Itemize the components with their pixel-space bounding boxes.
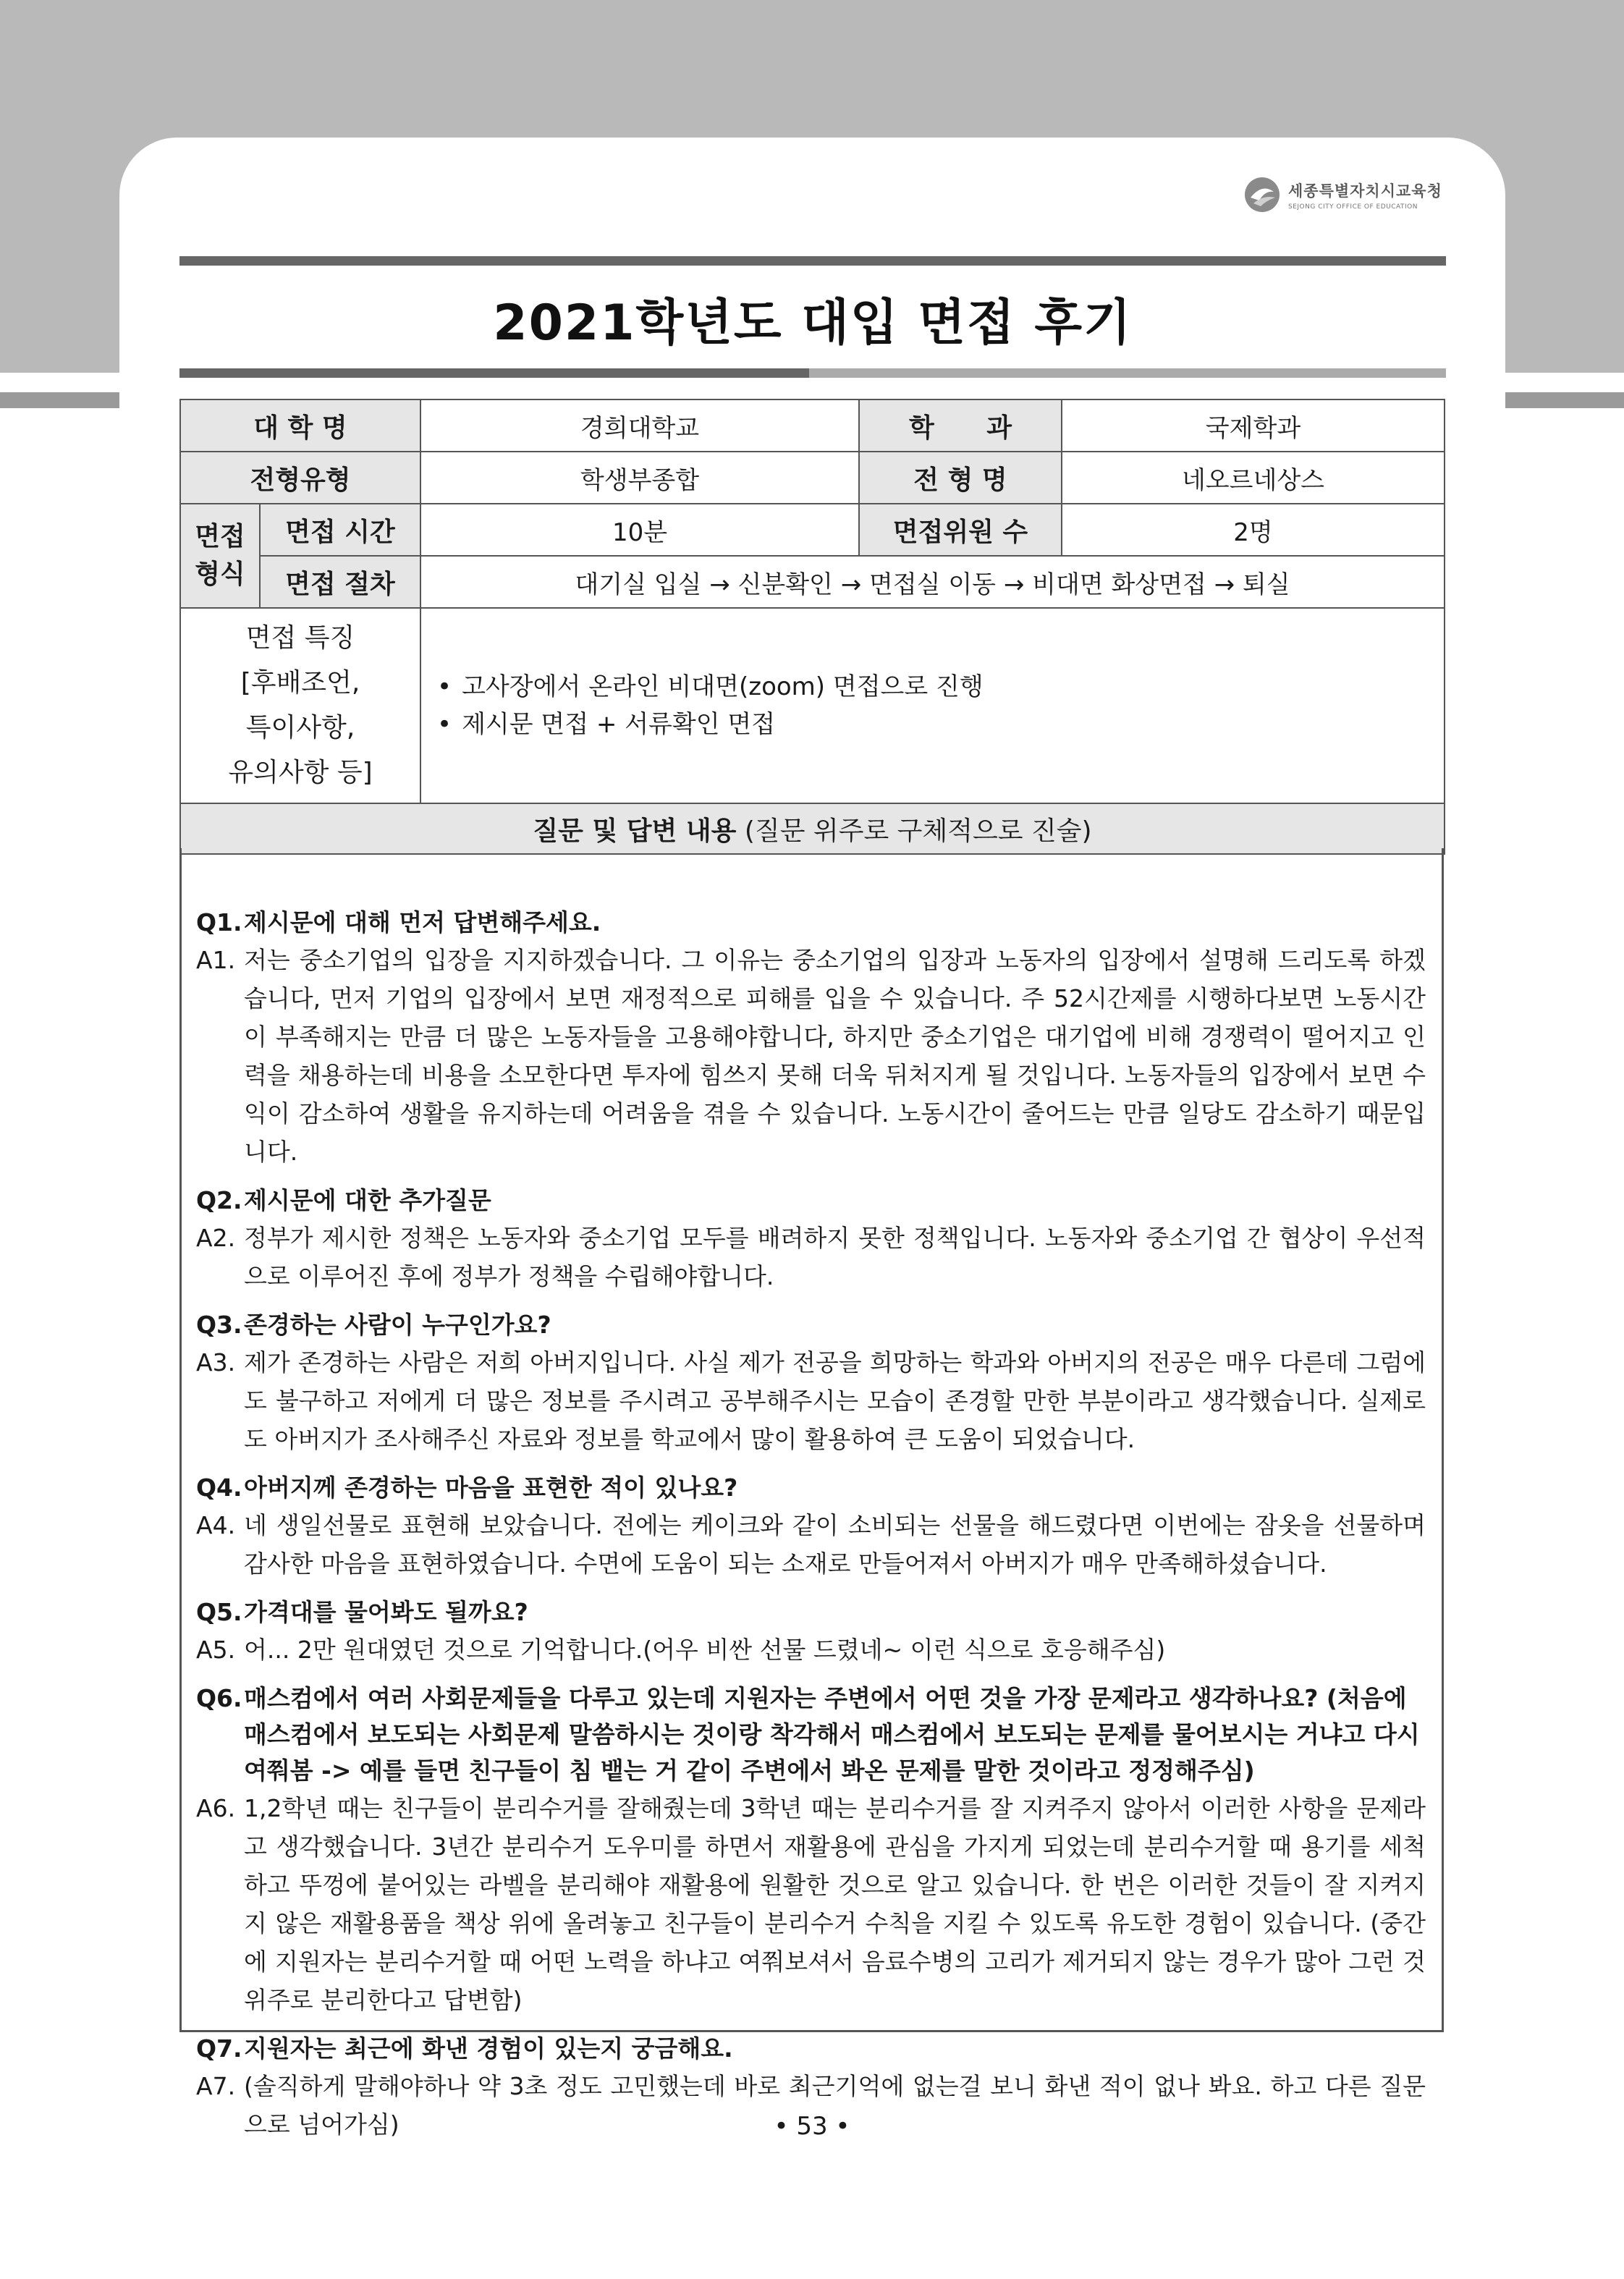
table-row — [180, 803, 1445, 854]
question — [196, 905, 1426, 941]
features-list — [437, 668, 1444, 743]
answer-text: 1,2학년 때는 친구들이 분리수거를 잘해줬는데 3학년 때는 분리수거를 잘 지켜주지 않아서 이러한 사항을 문제라고 생각했습니다. 3년간 분리수거 도우미를 하면서 재활용에 관심을 가지게 되었는데 분리수거할 때 용기를 세척하고 뚜껑에 붙어있는 라벨을 분리해야 재활용에 원활한 것으로 알고 있습니다. 한 번은 이러한 것들이 잘 지켜지지 않은 재활용품을 책상 위에 올려놓고 친구들이 분리수거 수칙을 지킬 수 있도록 유도한 경험이 있습니다. (중간에 지원자는 분리수거할 때 어떤 노력을 하냐고 여쭤보셔서 음료수병의 고리가 제거되지 않는 경우가 많아 그런 것 위주로 분리한다고 답변함) — [244, 1794, 1426, 2014]
answer — [196, 1506, 1426, 1583]
interview-time-value: 10분 — [420, 504, 859, 556]
admission-name-label: 전 형 명 — [859, 452, 1062, 504]
table-row — [180, 608, 1445, 803]
page-number: • 53 • — [774, 2112, 850, 2141]
answer-number: A7. — [196, 2072, 236, 2100]
question-text: 가격대를 물어봐도 될까요? — [244, 1598, 528, 1626]
question-text: 아버지께 존경하는 마음을 표현한 적이 있나요? — [244, 1473, 738, 1502]
answer-text: 네 생일선물로 표현해 보았습니다. 전에는 케이크와 같이 소비되는 선물을 해드렸다면 이번에는 잠옷을 선물하며 감사한 마음을 표현하였습니다. 수면에 도움이 되는 소재로 만들어져서 아버지가 매우 만족해하셨습니다. — [244, 1511, 1426, 1578]
question — [196, 2031, 1426, 2067]
question — [196, 1470, 1426, 1506]
logo-english-name: SEJONG CITY OFFICE OF EDUCATION — [1288, 203, 1418, 211]
features-label-line: [후배조언, — [240, 668, 360, 698]
question-text: 제시문에 대해 먼저 답변해주세요. — [244, 908, 601, 936]
title-rule-top — [179, 256, 1446, 266]
answer — [196, 1219, 1426, 1295]
decorative-stripe-right — [1505, 392, 1624, 408]
answer-text: 제가 존경하는 사람은 저희 아버지입니다. 사실 제가 전공을 희망하는 학과와 아버지의 전공은 매우 다른데 그럼에도 불구하고 저에게 더 많은 정보를 주시려고 공부해주시는 모습이 존경할 만한 부분이라고 생각했습니다. 실제로도 아버지가 조사해주신 자료와 정보를 학교에서 많이 활용하여 큰 도움이 되었습니다. — [244, 1348, 1426, 1453]
features-label-line: 특이사항, — [245, 713, 355, 743]
question-number: Q5. — [196, 1598, 242, 1626]
answer-number: A5. — [196, 1636, 236, 1664]
qa-item — [196, 1680, 1426, 2019]
university-value: 경희대학교 — [420, 399, 859, 452]
interviewer-count-label: 면접위원 수 — [859, 504, 1062, 556]
answer-text: (솔직하게 말해야하나 약 3초 정도 고민했는데 바로 최근기억에 없는걸 보니 화낸 적이 없나 봐요. 하고 다른 질문으로 넘어가심) — [244, 2072, 1426, 2139]
question-text: 지원자는 최근에 화낸 경험이 있는지 궁금해요. — [244, 2034, 733, 2063]
qa-item — [196, 1594, 1426, 1669]
office-of-education-logo — [1243, 172, 1442, 217]
logo-korean-name: 세종특별자치시교육청 — [1288, 182, 1442, 200]
question-number: Q7. — [196, 2034, 242, 2063]
answer — [196, 941, 1426, 1171]
qa-item — [196, 1183, 1426, 1295]
question-text: 존경하는 사람이 누구인가요? — [244, 1311, 551, 1339]
features-label — [180, 608, 420, 803]
question — [196, 1183, 1426, 1219]
admission-type-label: 전형유형 — [180, 452, 420, 504]
qa-heading-note: (질문 위주로 구체적으로 진술) — [744, 816, 1092, 846]
answer-text: 저는 중소기업의 입장을 지지하겠습니다. 그 이유는 중소기업의 입장과 노동자의 입장에서 설명해 드리도록 하겠습니다, 먼저 기업의 입장에서 보면 재정적으로 피해를 입을 수 있습니다. 주 52시간제를 시행하다보면 노동시간이 부족해지는 만큼 더 많은 노동자들을 고용해야합니다, 하지만 중소기업은 대기업에 비해 경쟁력이 떨어지고 인력을 채용하는데 비용을 소모한다면 투자에 힘쓰지 못해 더욱 뒤처지게 될 것입니다. 노동자들의 입장에서 보면 수익이 감소하여 생활을 유지하는데 어려움을 겪을 수 있습니다. 노동시간이 줄어드는 만큼 일당도 감소하기 때문입니다. — [244, 946, 1426, 1166]
question — [196, 1594, 1426, 1631]
list-item: • 제시문 면접 + 서류확인 면접 — [437, 706, 1444, 743]
answer — [196, 1631, 1426, 1669]
admission-name-value: 네오르네상스 — [1062, 452, 1445, 504]
table-row — [180, 452, 1445, 504]
question-number: Q6. — [196, 1684, 242, 1712]
question-text: 매스컴에서 여러 사회문제들을 다루고 있는데 지원자는 주변에서 어떤 것을 가장 문제라고 생각하나요? (처음에 매스컴에서 보도되는 사회문제 말씀하시는 것이랑 착각해서 매스컴에서 보도되는 문제를 물어보시는 거냐고 다시 여쭤봄 -> 예를 들면 친구들이 침 뱉는 거 같이 주변에서 봐온 문제를 말한 것이라고 정정해주심) — [244, 1684, 1420, 1785]
table-row — [180, 556, 1445, 608]
answer-number: A1. — [196, 946, 236, 974]
question-number: Q2. — [196, 1186, 242, 1214]
qa-section-heading — [180, 803, 1445, 854]
department-value: 국제학과 — [1062, 399, 1445, 452]
department-label-text: 학 과 — [908, 413, 1012, 443]
procedure-value: 대기실 입실 → 신분확인 → 면접실 이동 → 비대면 화상면접 → 퇴실 — [420, 556, 1445, 608]
interview-time-label: 면접 시간 — [260, 504, 420, 556]
qa-item — [196, 905, 1426, 1171]
answer-text: 정부가 제시한 정책은 노동자와 중소기업 모두를 배려하지 못한 정책입니다. 노동자와 중소기업 간 협상이 우선적으로 이루어진 후에 정부가 정책을 수립해야합니다. — [244, 1224, 1426, 1290]
question-number: Q1. — [196, 908, 242, 936]
table-row — [180, 399, 1445, 452]
question-number: Q3. — [196, 1311, 242, 1339]
answer-number: A3. — [196, 1348, 236, 1377]
question — [196, 1307, 1426, 1343]
answer-number: A4. — [196, 1511, 236, 1539]
list-item: • 고사장에서 온라인 비대면(zoom) 면접으로 진행 — [437, 668, 1444, 706]
admission-type-value: 학생부종합 — [420, 452, 859, 504]
procedure-label: 면접 절차 — [260, 556, 420, 608]
qa-item — [196, 1470, 1426, 1583]
question-number: Q4. — [196, 1473, 242, 1502]
page-title: 2021학년도 대입 면접 후기 — [493, 295, 1133, 352]
title-rule-bottom — [179, 368, 1446, 378]
interview-format-label: 면접 형식 — [180, 504, 260, 608]
features-label-line: 면접 특징 — [245, 623, 355, 653]
answer — [196, 1343, 1426, 1458]
qa-item — [196, 1307, 1426, 1458]
question — [196, 1680, 1426, 1789]
features-value — [420, 608, 1445, 803]
qa-heading-bold: 질문 및 답변 내용 — [533, 816, 737, 846]
interview-info-table — [179, 399, 1445, 855]
answer — [196, 1789, 1426, 2019]
question-text: 제시문에 대한 추가질문 — [244, 1186, 491, 1214]
answer-number: A2. — [196, 1224, 236, 1252]
department-label — [859, 399, 1062, 452]
table-row — [180, 504, 1445, 556]
features-label-line: 유의사항 등] — [228, 758, 373, 787]
interviewer-count-value: 2명 — [1062, 504, 1445, 556]
answer-number: A6. — [196, 1794, 236, 1822]
university-label: 대 학 명 — [180, 399, 420, 452]
emblem-icon — [1243, 176, 1281, 213]
answer-text: 어... 2만 원대였던 것으로 기억합니다.(어우 비싼 선물 드렸네~ 이런 식으로 호응해주심) — [244, 1636, 1166, 1664]
